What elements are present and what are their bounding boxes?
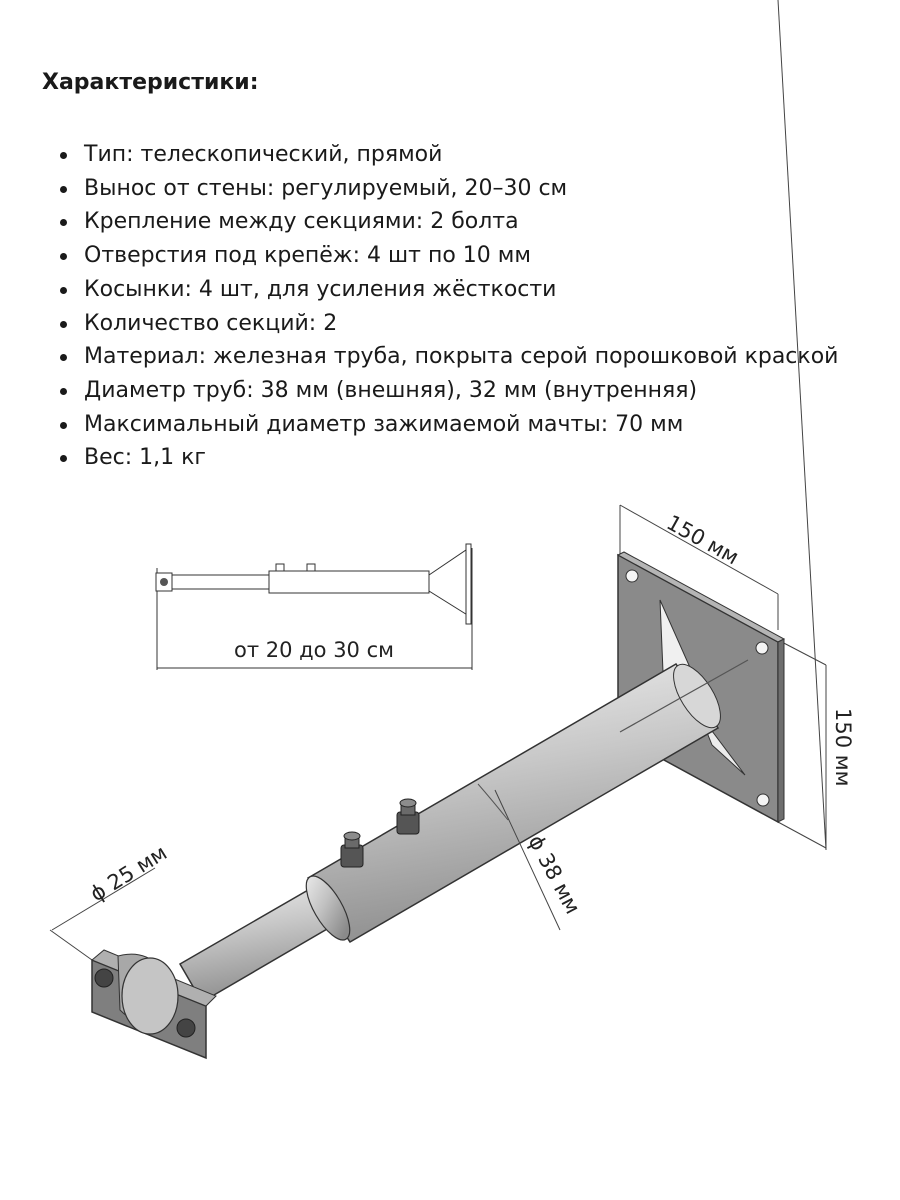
bolt-icon bbox=[397, 799, 419, 834]
spec-item: Крепление между секциями: 2 болта bbox=[58, 205, 838, 239]
plate-height-label: 150 мм bbox=[831, 708, 855, 787]
plate-width-label: 150 мм bbox=[662, 510, 743, 570]
spec-item: Вынос от стены: регулируемый, 20–30 см bbox=[58, 172, 838, 206]
spec-item: Тип: телескопический, прямой bbox=[58, 138, 838, 172]
spec-item: Вес: 1,1 кг bbox=[58, 441, 838, 475]
spec-item: Материал: железная труба, покрыта серой порошковой краской bbox=[58, 340, 838, 374]
clamp-diameter-label: ϕ 25 мм bbox=[85, 840, 172, 907]
bolt-icon bbox=[341, 832, 363, 867]
section-title: Характеристики: bbox=[42, 70, 259, 95]
side-view bbox=[156, 544, 472, 670]
spec-item: Максимальный диаметр зажимаемой мачты: 70 мм bbox=[58, 408, 838, 442]
spec-item: Количество секций: 2 bbox=[58, 307, 838, 341]
tube-diameter-label: ϕ 38 мм bbox=[523, 831, 585, 918]
spec-item: Отверстия под крепёж: 4 шт по 10 мм bbox=[58, 239, 838, 273]
spec-item: Диаметр труб: 38 мм (внешняя), 32 мм (внутренняя) bbox=[58, 374, 838, 408]
spec-item: Косынки: 4 шт, для усиления жёсткости bbox=[58, 273, 838, 307]
range-label: от 20 до 30 см bbox=[234, 638, 394, 662]
